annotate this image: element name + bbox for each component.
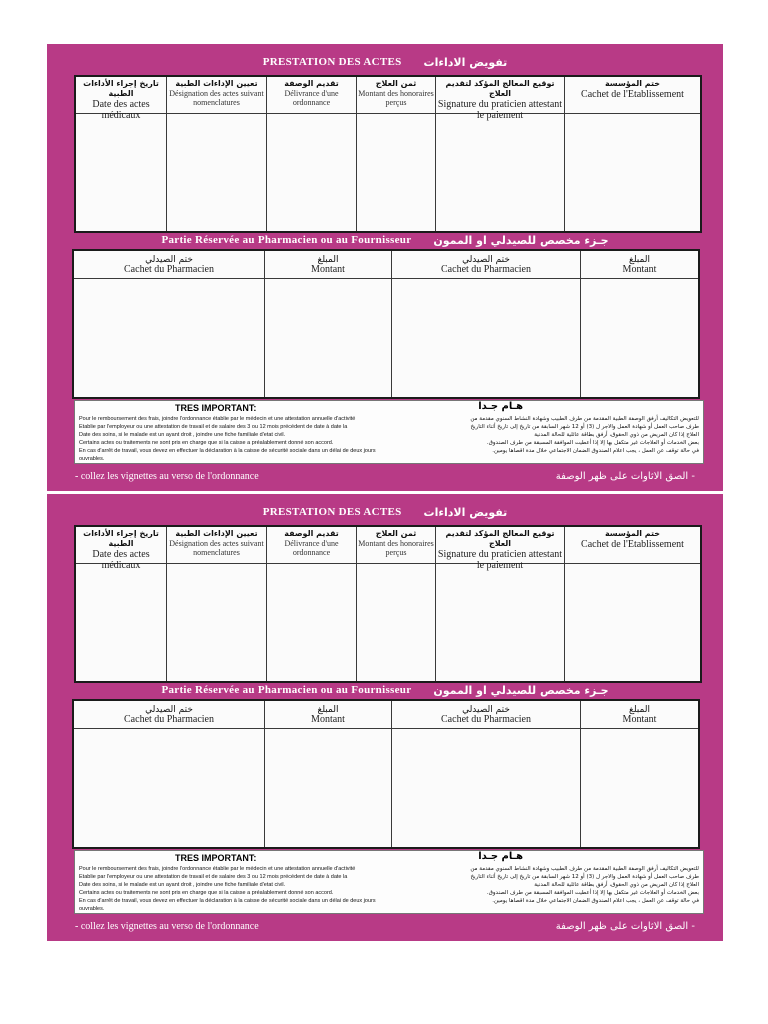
pharmacy-amount-2-cell[interactable] bbox=[581, 729, 698, 847]
acts-col-stamp-ar: ختم المؤسسة bbox=[604, 529, 661, 538]
acts-col-prescription-fr: Délivrance d'une ordonnance bbox=[284, 89, 339, 107]
notice-ar-line: للتعويض التكاليف أرفق الوصفة الطبية المقدمة من طرف الطبيب وشهادة النشاط السنوي مقدمة من bbox=[470, 866, 699, 872]
acts-signature-cell[interactable] bbox=[436, 114, 564, 231]
acts-fees-cell[interactable] bbox=[357, 564, 435, 681]
form-footer bbox=[47, 917, 723, 935]
notice-text-fr bbox=[79, 865, 399, 913]
notice-ar-line: طرف صاحب العمل أو شهادة العمل والاجر ل (3) أو 12 شهر السابقة من تاريخ إلى تاريخ أثناء التاريخ bbox=[470, 874, 699, 880]
notice-heading-fr: TRES IMPORTANT: bbox=[175, 403, 257, 413]
pharmacy-col-amount-1 bbox=[265, 251, 392, 397]
notice-ar-line: العلاج إذا كان المريض من ذوي الحقوق، أرفق بطاقة عائلية للحالة المدنية bbox=[534, 432, 699, 438]
acts-prescription-cell[interactable] bbox=[267, 564, 356, 681]
acts-col-prescription-fr: Délivrance d'une ordonnance bbox=[284, 539, 339, 557]
notice-ar-line: طرف صاحب العمل أو شهادة العمل والاجر ل (3) أو 12 شهر السابقة من تاريخ إلى تاريخ أثناء التاريخ bbox=[470, 424, 699, 430]
acts-date-cell[interactable] bbox=[76, 564, 166, 681]
acts-col-designation-ar: تعيين الإداءات الطبية bbox=[175, 79, 258, 88]
notice-fr-line: Date des soins, si le malade est un ayant droit , joindre une fiche familiale d'etat civil. bbox=[79, 882, 286, 888]
acts-col-signature bbox=[436, 527, 565, 681]
acts-col-signature-ar: توقيع المعالج المؤكد لتقديم العلاج bbox=[445, 529, 555, 548]
notice-heading-ar: هـام جـدا bbox=[478, 851, 523, 862]
notice-fr-line: Certains actes ou traitements ne sont pris en charge que si la caisse a préalablement donné son accord. bbox=[79, 440, 334, 446]
pharmacy-stamp-1-ar: ختم الصيدلي bbox=[145, 705, 193, 715]
acts-col-fees bbox=[357, 527, 436, 681]
acts-col-date-fr: Date des actes médicaux bbox=[92, 99, 150, 121]
notice-text-fr bbox=[79, 415, 399, 463]
acts-table bbox=[74, 525, 702, 683]
pharmacy-stamp-2-cell[interactable] bbox=[392, 729, 580, 847]
important-notice bbox=[74, 400, 704, 464]
acts-col-date bbox=[76, 527, 167, 681]
pharmacy-stamp-2-cell[interactable] bbox=[392, 279, 580, 397]
pharmacy-amount-2-ar: المبلغ bbox=[629, 705, 650, 715]
notice-fr-line: Pour le remboursement des frais, joindre l'ordonnance établie par le médecin et une attestation annuelle d'activité bbox=[79, 866, 356, 872]
section-pharmacy-title-fr: Partie Réservée au Pharmacien ou au Fournisseur bbox=[161, 234, 412, 246]
acts-table bbox=[74, 75, 702, 233]
pharmacy-stamp-1-ar: ختم الصيدلي bbox=[145, 255, 193, 265]
acts-col-date bbox=[76, 77, 167, 231]
acts-col-prescription-ar: تقديم الوصفة bbox=[284, 529, 339, 538]
acts-col-date-fr: Date des actes médicaux bbox=[92, 549, 150, 571]
claim-form-bottom bbox=[47, 494, 723, 941]
acts-col-prescription-ar: تقديم الوصفة bbox=[284, 79, 339, 88]
notice-ar-line: العلاج إذا كان المريض من ذوي الحقوق، أرفق بطاقة عائلية للحالة المدنية bbox=[534, 882, 699, 888]
important-notice bbox=[74, 850, 704, 914]
pharmacy-table bbox=[72, 249, 700, 399]
acts-col-designation bbox=[167, 77, 267, 231]
acts-stamp-cell[interactable] bbox=[565, 114, 700, 231]
section-acts-header bbox=[47, 502, 723, 522]
notice-fr-line: Date des soins, si le malade est un ayant droit , joindre une fiche familiale d'etat civil. bbox=[79, 432, 286, 438]
notice-fr-line: Etablie par l'employeur ou une attestation de travail et de salaire des 3 ou 12 mois précédent de date à date la bbox=[79, 874, 348, 880]
claim-form-top bbox=[47, 44, 723, 491]
acts-fees-cell[interactable] bbox=[357, 114, 435, 231]
footer-note-ar: الصق الاثاوات على ظهر الوصفة - bbox=[555, 470, 695, 482]
acts-col-prescription bbox=[267, 527, 357, 681]
pharmacy-stamp-1-cell[interactable] bbox=[74, 279, 264, 397]
acts-col-fees-ar: ثمن العلاج bbox=[375, 79, 417, 88]
notice-ar-line: بعض الخدمات أو العلاجات غير متكفل بها إلا إذا أعطيت الموافقة المسبقة من طرف الصندوق. bbox=[486, 890, 699, 896]
section-pharmacy-header bbox=[47, 680, 723, 700]
section-pharmacy-title-ar: جـزء مخصص للصيدلي او الممون bbox=[433, 683, 609, 697]
acts-col-signature-fr: Signature du praticien attestant le paiement bbox=[437, 99, 563, 121]
pharmacy-amount-2-cell[interactable] bbox=[581, 279, 698, 397]
pharmacy-stamp-2-fr: Cachet du Pharmacien bbox=[441, 714, 531, 725]
section-acts-title-fr: PRESTATION DES ACTES bbox=[262, 56, 402, 68]
pharmacy-stamp-2-ar: ختم الصيدلي bbox=[462, 255, 510, 265]
acts-col-fees-fr: Montant des honoraires perçus bbox=[358, 539, 434, 557]
pharmacy-amount-2-ar: المبلغ bbox=[629, 255, 650, 265]
section-acts-title-ar: تفويض الاداءات bbox=[423, 55, 508, 69]
acts-signature-cell[interactable] bbox=[436, 564, 564, 681]
pharmacy-col-stamp-2 bbox=[392, 251, 581, 397]
pharmacy-amount-1-ar: المبلغ bbox=[317, 705, 339, 715]
pharmacy-table bbox=[72, 699, 700, 849]
pharmacy-amount-1-cell[interactable] bbox=[265, 729, 391, 847]
notice-text-ar bbox=[414, 865, 699, 905]
section-pharmacy-header bbox=[47, 230, 723, 250]
pharmacy-col-stamp-1 bbox=[74, 251, 265, 397]
footer-note-ar: الصق الاثاوات على ظهر الوصفة - bbox=[555, 920, 695, 932]
acts-stamp-cell[interactable] bbox=[565, 564, 700, 681]
pharmacy-col-stamp-2 bbox=[392, 701, 581, 847]
footer-note-fr: - collez les vignettes au verso de l'ordonnance bbox=[75, 470, 259, 482]
acts-col-stamp-ar: ختم المؤسسة bbox=[604, 79, 661, 88]
pharmacy-col-amount-1 bbox=[265, 701, 392, 847]
acts-col-designation-ar: تعيين الإداءات الطبية bbox=[175, 529, 258, 538]
acts-col-stamp-fr: Cachet de l'Etablissement bbox=[581, 539, 684, 550]
acts-col-fees-fr: Montant des honoraires perçus bbox=[358, 89, 434, 107]
acts-designation-cell[interactable] bbox=[167, 114, 266, 231]
pharmacy-stamp-2-ar: ختم الصيدلي bbox=[462, 705, 510, 715]
acts-col-stamp bbox=[565, 527, 700, 681]
notice-text-ar bbox=[414, 415, 699, 455]
notice-fr-line: En cas d'arrêt de travail, vous devez en effectuer la déclaration à la caisse de sécurité sociale dans un délai de deux jours ouvrables. bbox=[79, 448, 376, 462]
notice-ar-line: للتعويض التكاليف أرفق الوصفة الطبية المقدمة من طرف الطبيب وشهادة النشاط السنوي مقدمة من bbox=[470, 416, 699, 422]
section-pharmacy-title-ar: جـزء مخصص للصيدلي او الممون bbox=[433, 233, 609, 247]
pharmacy-amount-1-fr: Montant bbox=[311, 264, 345, 275]
pharmacy-col-amount-2 bbox=[581, 251, 698, 397]
pharmacy-stamp-2-fr: Cachet du Pharmacien bbox=[441, 264, 531, 275]
notice-fr-line: Etablie par l'employeur ou une attestation de travail et de salaire des 3 ou 12 mois précédent de date à date la bbox=[79, 424, 348, 430]
pharmacy-stamp-1-fr: Cachet du Pharmacien bbox=[124, 714, 214, 725]
acts-col-designation-fr: Désignation des actes suivant nomenclatures bbox=[169, 539, 264, 557]
acts-col-signature bbox=[436, 77, 565, 231]
pharmacy-col-stamp-1 bbox=[74, 701, 265, 847]
acts-col-stamp-fr: Cachet de l'Etablissement bbox=[581, 89, 684, 100]
notice-fr-line: Certains actes ou traitements ne sont pris en charge que si la caisse a préalablement donné son accord. bbox=[79, 890, 334, 896]
acts-col-stamp bbox=[565, 77, 700, 231]
notice-ar-line: بعض الخدمات أو العلاجات غير متكفل بها إلا إذا أعطيت الموافقة المسبقة من طرف الصندوق. bbox=[486, 440, 699, 446]
section-pharmacy-title-fr: Partie Réservée au Pharmacien ou au Fournisseur bbox=[161, 684, 412, 696]
pharmacy-amount-2-fr: Montant bbox=[622, 264, 657, 275]
notice-heading-fr: TRES IMPORTANT: bbox=[175, 853, 257, 863]
acts-prescription-cell[interactable] bbox=[267, 114, 356, 231]
section-acts-title-fr: PRESTATION DES ACTES bbox=[262, 506, 402, 518]
acts-col-signature-fr: Signature du praticien attestant le paiement bbox=[437, 549, 563, 571]
acts-designation-cell[interactable] bbox=[167, 564, 266, 681]
pharmacy-stamp-1-cell[interactable] bbox=[74, 729, 264, 847]
acts-col-designation bbox=[167, 527, 267, 681]
form-footer bbox=[47, 467, 723, 485]
pharmacy-amount-2-fr: Montant bbox=[622, 714, 657, 725]
pharmacy-col-amount-2 bbox=[581, 701, 698, 847]
acts-col-signature-ar: توقيع المعالج المؤكد لتقديم العلاج bbox=[445, 79, 555, 98]
footer-note-fr: - collez les vignettes au verso de l'ordonnance bbox=[75, 920, 259, 932]
notice-heading-ar: هـام جـدا bbox=[478, 401, 523, 412]
acts-date-cell[interactable] bbox=[76, 114, 166, 231]
pharmacy-amount-1-ar: المبلغ bbox=[317, 255, 339, 265]
pharmacy-amount-1-cell[interactable] bbox=[265, 279, 391, 397]
acts-col-prescription bbox=[267, 77, 357, 231]
notice-fr-line: En cas d'arrêt de travail, vous devez en effectuer la déclaration à la caisse de sécurité sociale dans un délai de deux jours ouvrables. bbox=[79, 898, 376, 912]
acts-col-fees-ar: ثمن العلاج bbox=[375, 529, 417, 538]
pharmacy-stamp-1-fr: Cachet du Pharmacien bbox=[124, 264, 214, 275]
acts-col-date-ar: تاريخ إجراء الأداءات الطبية bbox=[83, 79, 159, 98]
acts-col-fees bbox=[357, 77, 436, 231]
notice-ar-line: في حالة توقف عن العمل ، يجب اعلام الصندوق الضمان الاجتماعي خلال مدة اقصاها يومين. bbox=[492, 448, 699, 454]
section-acts-header bbox=[47, 52, 723, 72]
pharmacy-amount-1-fr: Montant bbox=[311, 714, 345, 725]
section-acts-title-ar: تفويض الاداءات bbox=[423, 505, 508, 519]
acts-col-designation-fr: Désignation des actes suivant nomenclatures bbox=[169, 89, 264, 107]
notice-fr-line: Pour le remboursement des frais, joindre l'ordonnance établie par le médecin et une attestation annuelle d'activité bbox=[79, 416, 356, 422]
acts-col-date-ar: تاريخ إجراء الأداءات الطبية bbox=[83, 529, 159, 548]
notice-ar-line: في حالة توقف عن العمل ، يجب اعلام الصندوق الضمان الاجتماعي خلال مدة اقصاها يومين. bbox=[492, 898, 699, 904]
